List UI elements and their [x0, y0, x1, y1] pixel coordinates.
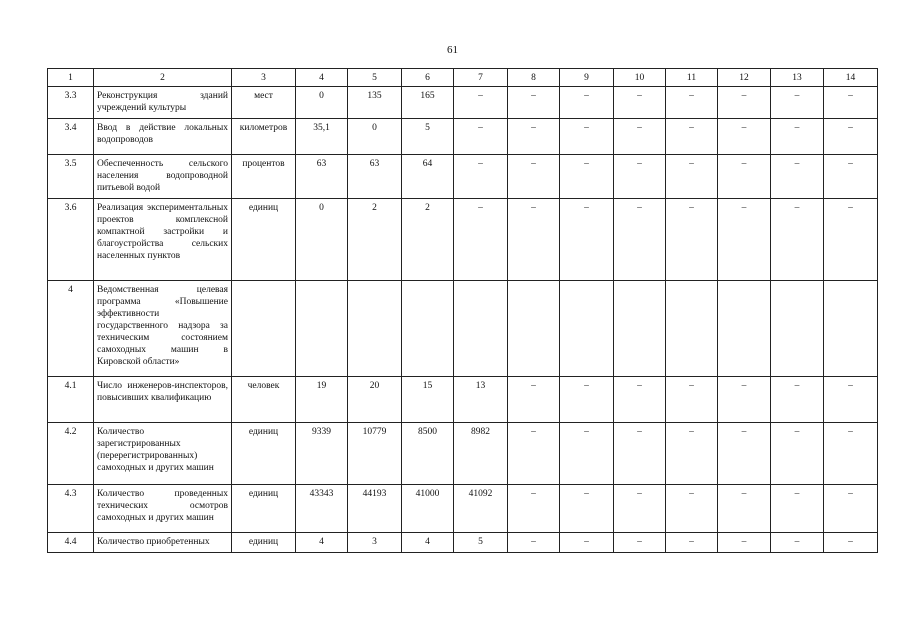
column-header-11: 11: [666, 69, 718, 87]
value-cell: [771, 281, 824, 377]
value-cell: 0: [296, 199, 348, 281]
value-cell: –: [666, 87, 718, 119]
table-row: [48, 87, 878, 119]
value-cell: 0: [296, 87, 348, 119]
row-number: 4.4: [48, 533, 94, 553]
value-cell: –: [666, 119, 718, 155]
row-number: 3.6: [48, 199, 94, 281]
value-cell: –: [454, 155, 508, 199]
value-cell: 4: [402, 533, 454, 553]
column-header-1: 1: [48, 69, 94, 87]
value-cell: 15: [402, 377, 454, 423]
table-row: [48, 377, 878, 423]
value-cell: –: [614, 377, 666, 423]
unit-of-measure: человек: [232, 377, 296, 423]
value-cell: [718, 281, 771, 377]
column-header-3: 3: [232, 69, 296, 87]
table-row: [48, 533, 878, 553]
value-cell: –: [824, 199, 878, 281]
indicator-name: Ввод в действие локальных водопроводов: [94, 119, 232, 155]
row-number: 3.3: [48, 87, 94, 119]
value-cell: 63: [348, 155, 402, 199]
value-cell: –: [718, 377, 771, 423]
value-cell: –: [666, 199, 718, 281]
value-cell: 3: [348, 533, 402, 553]
value-cell: [560, 281, 614, 377]
value-cell: [614, 281, 666, 377]
value-cell: 9339: [296, 423, 348, 485]
value-cell: –: [718, 155, 771, 199]
value-cell: 35,1: [296, 119, 348, 155]
indicator-name: Количество зарегистрированных (перерегистрированных) самоходных и других машин: [94, 423, 232, 485]
value-cell: –: [560, 485, 614, 533]
value-cell: 135: [348, 87, 402, 119]
unit-of-measure: мест: [232, 87, 296, 119]
value-cell: 5: [402, 119, 454, 155]
value-cell: –: [560, 199, 614, 281]
indicator-name: Число инженеров-инспекторов, повысивших квалификацию: [94, 377, 232, 423]
value-cell: –: [771, 423, 824, 485]
value-cell: –: [771, 199, 824, 281]
value-cell: –: [508, 155, 560, 199]
value-cell: –: [560, 423, 614, 485]
value-cell: –: [718, 533, 771, 553]
value-cell: –: [560, 377, 614, 423]
table-row: [48, 199, 878, 281]
value-cell: –: [666, 377, 718, 423]
value-cell: –: [718, 485, 771, 533]
value-cell: [296, 281, 348, 377]
value-cell: 8982: [454, 423, 508, 485]
value-cell: –: [454, 199, 508, 281]
unit-of-measure: единиц: [232, 533, 296, 553]
row-number: 4: [48, 281, 94, 377]
column-header-12: 12: [718, 69, 771, 87]
column-header-4: 4: [296, 69, 348, 87]
table-header-row: [48, 69, 878, 87]
unit-of-measure: единиц: [232, 485, 296, 533]
value-cell: –: [824, 423, 878, 485]
value-cell: 2: [402, 199, 454, 281]
value-cell: –: [771, 485, 824, 533]
value-cell: –: [614, 119, 666, 155]
value-cell: –: [454, 119, 508, 155]
indicator-name: Реализация экспериментальных проектов комплексной компактной застройки и благоустройства сельских населенных пунктов: [94, 199, 232, 281]
value-cell: 64: [402, 155, 454, 199]
value-cell: –: [771, 119, 824, 155]
value-cell: –: [508, 485, 560, 533]
value-cell: –: [824, 119, 878, 155]
value-cell: –: [508, 199, 560, 281]
value-cell: 8500: [402, 423, 454, 485]
value-cell: –: [454, 87, 508, 119]
row-number: 4.2: [48, 423, 94, 485]
value-cell: –: [718, 199, 771, 281]
table-row: [48, 485, 878, 533]
value-cell: –: [824, 87, 878, 119]
column-header-5: 5: [348, 69, 402, 87]
value-cell: –: [508, 533, 560, 553]
row-number: 4.1: [48, 377, 94, 423]
value-cell: 41092: [454, 485, 508, 533]
value-cell: –: [718, 423, 771, 485]
value-cell: –: [824, 485, 878, 533]
value-cell: –: [614, 199, 666, 281]
value-cell: –: [614, 87, 666, 119]
column-header-6: 6: [402, 69, 454, 87]
row-number: 3.4: [48, 119, 94, 155]
column-header-7: 7: [454, 69, 508, 87]
value-cell: –: [560, 119, 614, 155]
unit-of-measure: процентов: [232, 155, 296, 199]
value-cell: 13: [454, 377, 508, 423]
value-cell: –: [771, 533, 824, 553]
value-cell: 20: [348, 377, 402, 423]
value-cell: –: [824, 533, 878, 553]
indicator-name: Ведомственная целевая программа «Повышение эффективности государственного надзора за техническим состоянием самоходных машин в Кировской области»: [94, 281, 232, 377]
row-number: 3.5: [48, 155, 94, 199]
column-header-9: 9: [560, 69, 614, 87]
value-cell: 63: [296, 155, 348, 199]
value-cell: –: [718, 119, 771, 155]
value-cell: [348, 281, 402, 377]
value-cell: 165: [402, 87, 454, 119]
value-cell: –: [666, 155, 718, 199]
unit-of-measure: [232, 281, 296, 377]
value-cell: –: [718, 87, 771, 119]
value-cell: –: [771, 155, 824, 199]
value-cell: 44193: [348, 485, 402, 533]
value-cell: [824, 281, 878, 377]
indicator-name: Реконструкция зданий учреждений культуры: [94, 87, 232, 119]
value-cell: [454, 281, 508, 377]
indicators-table: [47, 68, 878, 553]
value-cell: –: [560, 87, 614, 119]
value-cell: –: [614, 423, 666, 485]
table-row: [48, 281, 878, 377]
value-cell: 4: [296, 533, 348, 553]
unit-of-measure: единиц: [232, 423, 296, 485]
indicator-name: Количество приобретенных: [94, 533, 232, 553]
value-cell: –: [508, 87, 560, 119]
column-header-8: 8: [508, 69, 560, 87]
table-row: [48, 155, 878, 199]
column-header-10: 10: [614, 69, 666, 87]
value-cell: –: [824, 155, 878, 199]
value-cell: –: [560, 155, 614, 199]
value-cell: –: [666, 533, 718, 553]
column-header-13: 13: [771, 69, 824, 87]
unit-of-measure: единиц: [232, 199, 296, 281]
value-cell: –: [824, 377, 878, 423]
table-row: [48, 119, 878, 155]
page-number: 61: [447, 44, 458, 56]
unit-of-measure: километров: [232, 119, 296, 155]
indicator-name: Количество проведенных технических осмотров самоходных и других машин: [94, 485, 232, 533]
value-cell: 5: [454, 533, 508, 553]
value-cell: –: [771, 377, 824, 423]
value-cell: 10779: [348, 423, 402, 485]
value-cell: [508, 281, 560, 377]
value-cell: [666, 281, 718, 377]
value-cell: –: [508, 119, 560, 155]
value-cell: –: [560, 533, 614, 553]
value-cell: [402, 281, 454, 377]
value-cell: 0: [348, 119, 402, 155]
value-cell: 19: [296, 377, 348, 423]
value-cell: 2: [348, 199, 402, 281]
value-cell: –: [666, 423, 718, 485]
value-cell: –: [614, 155, 666, 199]
column-header-14: 14: [824, 69, 878, 87]
value-cell: –: [614, 533, 666, 553]
value-cell: –: [614, 485, 666, 533]
column-header-2: 2: [94, 69, 232, 87]
value-cell: 41000: [402, 485, 454, 533]
value-cell: 43343: [296, 485, 348, 533]
value-cell: –: [771, 87, 824, 119]
value-cell: –: [666, 485, 718, 533]
row-number: 4.3: [48, 485, 94, 533]
indicator-name: Обеспеченность сельского населения водопроводной питьевой водой: [94, 155, 232, 199]
table-row: [48, 423, 878, 485]
value-cell: –: [508, 377, 560, 423]
value-cell: –: [508, 423, 560, 485]
